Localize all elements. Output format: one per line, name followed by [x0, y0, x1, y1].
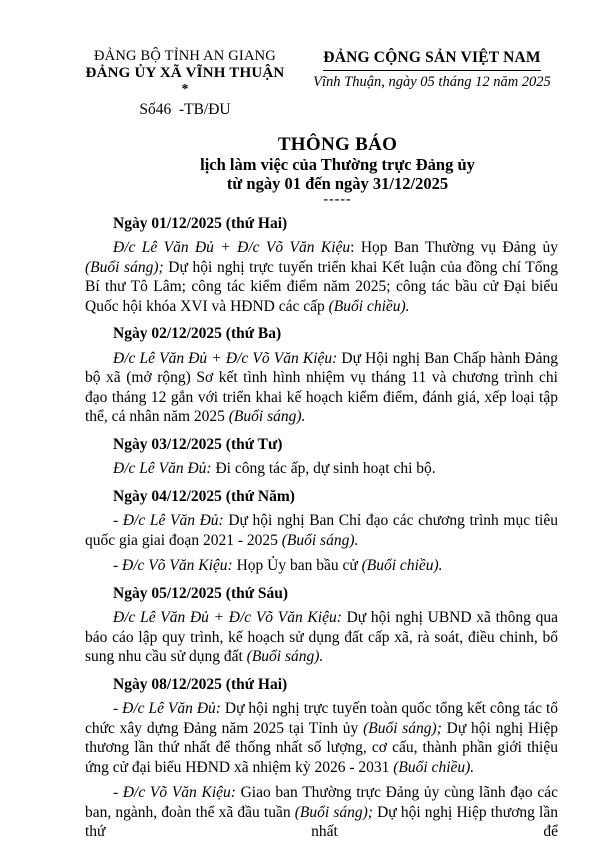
text-run: Đ/c Lê Văn Đủ + Đ/c Võ Văn Kiệu:	[113, 609, 342, 627]
text-run: (Buổi chiều).	[393, 758, 475, 776]
date-heading: Ngày 04/12/2025 (thứ Năm)	[113, 487, 295, 505]
text-run: Dự hội nghị trực tuyến triển khai Kết luận của đồng chí Tổng Bí thư Tô Lâm; công tác kiểm điểm năm 2025; công tác bầu cử Đại biểu Quốc hội khóa XVI và HĐND các cấp	[85, 258, 558, 315]
text-run: Dự hội nghị UBND xã thông qua báo cáo lập quy trình, kế hoạch sử dụng đất cấp xã, rà soát, điều chinh, bổ sung nhu cầu sử dụng đất	[85, 609, 558, 666]
text-run: Dự hội nghị Ban Chỉ đạo các chương trình mục tiêu quốc gia giai đoạn 2021 - 2025	[85, 512, 558, 549]
date-heading: Ngày 03/12/2025 (thứ Tư)	[113, 435, 283, 453]
text-run: Đ/c Lê Văn Đủ:	[122, 700, 221, 718]
text-run: -	[113, 557, 123, 575]
schedule-entry	[85, 556, 558, 576]
text-run: (Buổi sáng).	[281, 531, 359, 549]
title-divider: -----	[323, 191, 352, 207]
schedule-entry	[85, 783, 558, 842]
place-date-line: Vĩnh Thuận, ngày 05 tháng 12 năm 2025	[313, 73, 551, 90]
text-run: Đ/c Võ Văn Kiệu:	[122, 557, 233, 575]
schedule-entry	[85, 608, 558, 667]
party-name: ĐẢNG CỘNG SẢN VIỆT NAM	[323, 49, 540, 71]
date-heading: Ngày 02/12/2025 (thứ Ba)	[113, 325, 282, 343]
text-run: -	[113, 700, 123, 718]
text-run: Dự hội nghị Hiệp thương lần thứ nhất để thống nhất số lượng, cơ cấu, thành phần giới thiệu ứng cử đại biểu HĐND xã nhiệm kỳ 2026 - 2031	[85, 719, 559, 776]
text-run: (Buổi chiều).	[328, 297, 410, 315]
org-name: ĐẢNG ỦY XÃ VĨNH THUẬN	[85, 65, 285, 82]
text-run: -	[113, 512, 123, 530]
text-run: Đ/c Võ Văn Kiệu:	[122, 784, 236, 802]
text-run: : Họp Ban Thường vụ Đảng ủy	[350, 239, 559, 257]
schedule-entry	[85, 699, 558, 777]
text-run: Họp Ủy ban bầu cử	[232, 557, 362, 575]
document-title-block	[101, 134, 574, 206]
text-run: Đ/c Lê Văn Đủ + Đ/c Võ Văn Kiệu:	[113, 349, 338, 367]
text-run: (Buổi sáng);	[363, 719, 442, 737]
schedule-entry	[85, 511, 558, 550]
text-run: (Buổi sáng);	[294, 803, 373, 821]
document-body	[85, 214, 558, 842]
text-run: Đ/c Lê Văn Đủ:	[113, 460, 212, 478]
date-heading: Ngày 08/12/2025 (thứ Hai)	[113, 675, 288, 693]
document-subtitle-1: lịch làm việc của Thường trực Đảng ủy	[200, 154, 475, 174]
date-heading: Ngày 01/12/2025 (thứ Hai)	[113, 214, 288, 232]
text-run: Dự hội nghị Hiệp thương lần thứ nhất để	[85, 803, 558, 841]
text-run: Giao ban Thường trực Đảng ủy cùng lãnh đạo các ban, ngành, đoàn thể xã đầu tuần	[85, 784, 558, 821]
star-separator: *	[181, 81, 189, 97]
text-run: Dự hội nghị trực tuyến toàn quốc tổng kết công tác tổ chức xây dựng Đảng năm 2025 tại Tỉnh ủy	[85, 700, 559, 737]
text-run: (Buổi sáng);	[85, 258, 164, 276]
text-run: (Buổi sáng).	[246, 648, 324, 666]
document-number: Số46 -TB/ĐU	[139, 100, 231, 118]
text-run: (Buổi sáng).	[228, 408, 306, 426]
text-run: Dự Hội nghị Ban Chấp hành Đảng bộ xã (mở rộng) Sơ kết tình hình nhiệm vụ tháng 11 và chương trình chi đạo tháng 12 gắn với triển khai kế hoạch kiểm điểm, đánh giá, xếp loại tập thể, cá nhân năm 2025	[85, 349, 558, 426]
issuing-org-block	[50, 48, 320, 119]
schedule-entry	[85, 459, 558, 479]
text-run: Đi công tác ấp, dự sinh hoạt chi bộ.	[211, 460, 436, 478]
text-run: (Buổi chiều).	[361, 557, 443, 575]
schedule-entry	[85, 238, 558, 316]
org-parent-name: ĐẢNG BỘ TỈNH AN GIANG	[94, 48, 276, 64]
document-title: THÔNG BÁO	[277, 134, 398, 155]
document-subtitle-2: từ ngày 01 đến ngày 31/12/2025	[226, 173, 449, 193]
national-motto-block	[298, 48, 566, 91]
document-header	[0, 0, 600, 128]
text-run: Đ/c Lê Văn Đủ:	[122, 512, 224, 530]
date-heading: Ngày 05/12/2025 (thứ Sáu)	[113, 584, 289, 602]
schedule-entry	[85, 349, 558, 427]
text-run: -	[113, 784, 123, 802]
text-run: Đ/c Lê Văn Đủ + Đ/c Võ Văn Kiệu	[113, 239, 351, 257]
